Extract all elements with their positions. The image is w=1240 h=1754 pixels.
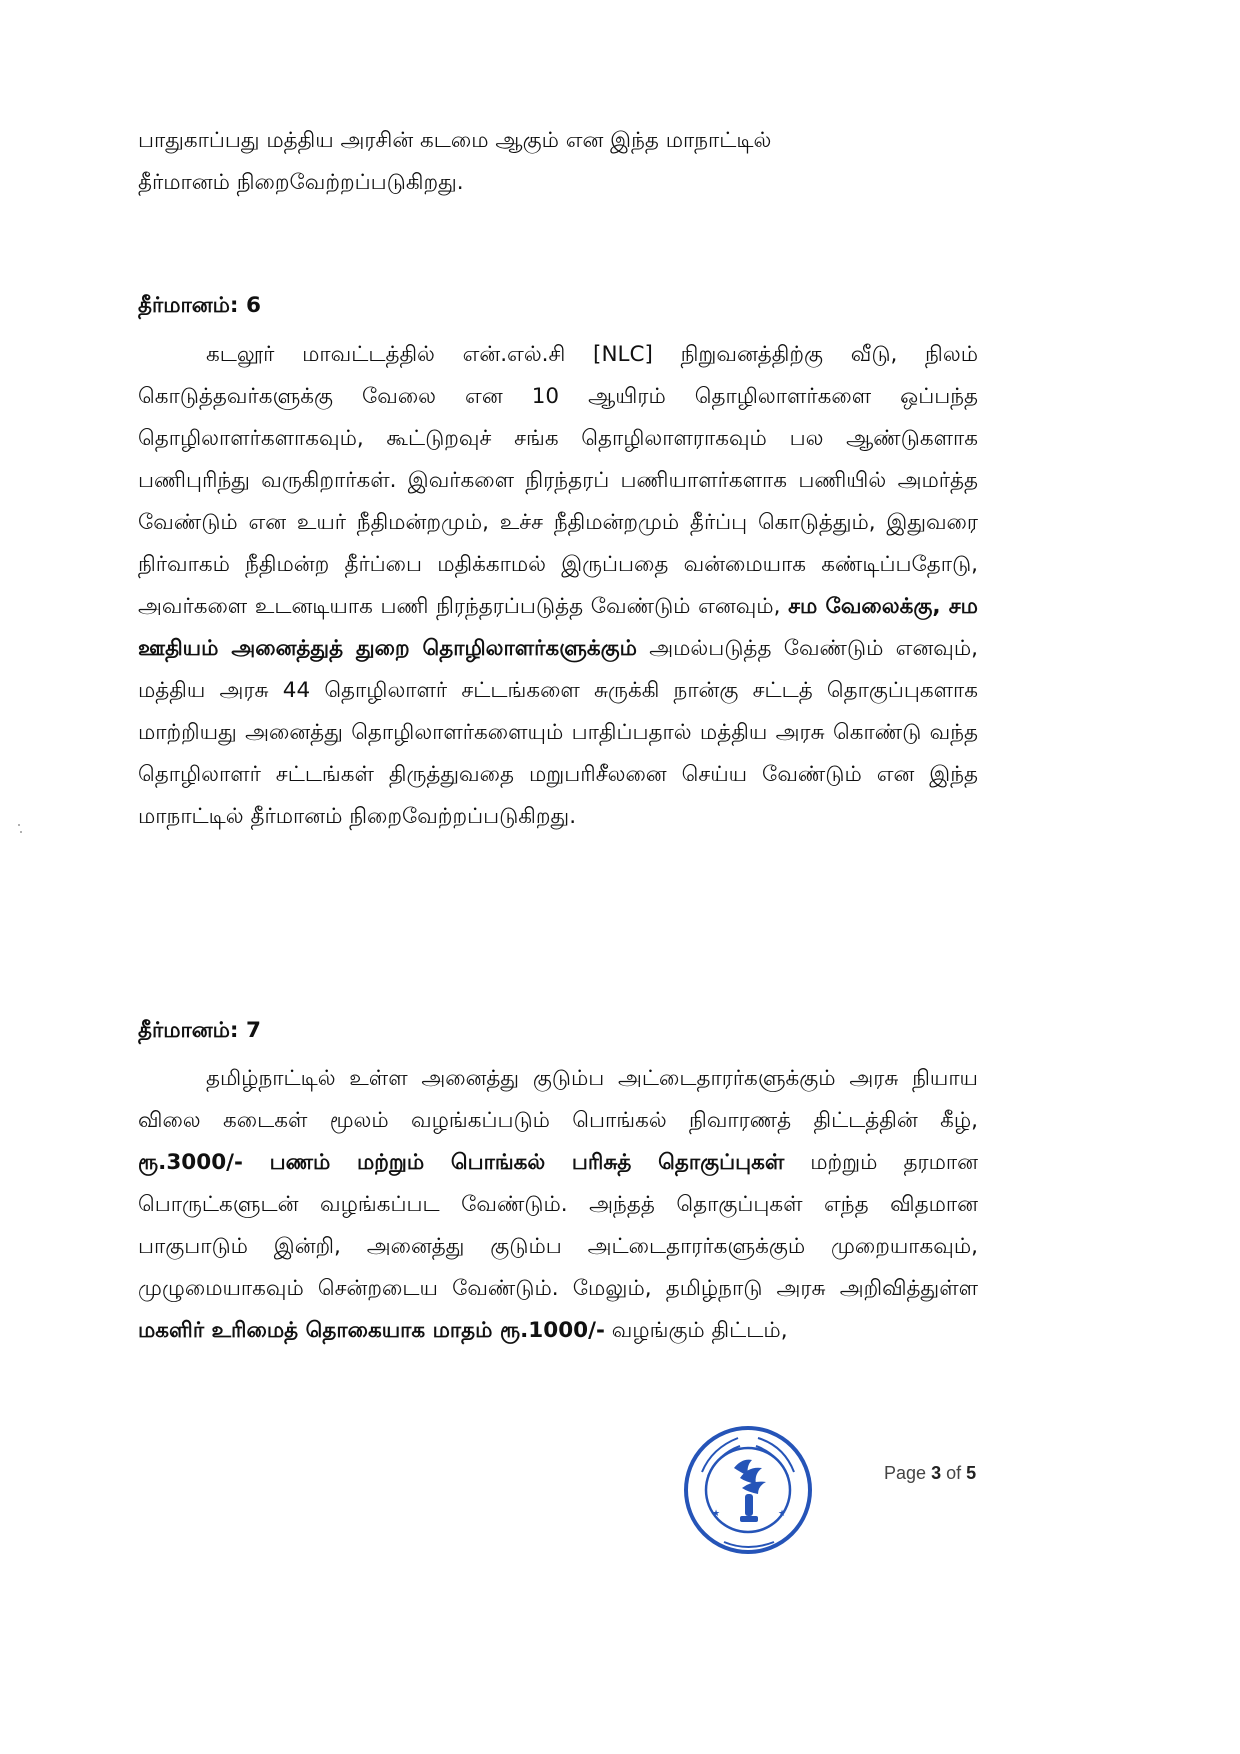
torch-emblem-icon <box>734 1460 766 1522</box>
intro-paragraph <box>138 120 978 204</box>
resolution-7-text-2: மற்றும் தரமான பொருட்களுடன் வழங்கப்பட வேண்டும். அந்தத் தொகுப்புகள் எந்த விதமான பாகுபாடும் இன்றி, அனைத்து குடும்ப அட்டைதாரர்களுக்கும் முறையாகவும், முழுமையாகவும் சென்றடைய வேண்டும். மேலும், தமிழ்நாடு அரசு அறிவித்துள்ள <box>138 1150 978 1301</box>
scan-artifact-marks <box>17 822 23 836</box>
resolution-7-text-3: வழங்கும் திட்டம், <box>611 1318 788 1343</box>
of-word: of <box>946 1463 962 1483</box>
resolution-6-body <box>138 334 978 838</box>
resolution-6-heading: தீர்மானம்: 6 <box>138 293 261 318</box>
intro-line-1: பாதுகாப்பது மத்திய அரசின் கடமை ஆகும் என இந்த மாநாட்டில் <box>138 128 772 153</box>
resolution-6-text-2: அமல்படுத்த வேண்டும் எனவும், மத்திய அரசு 44 தொழிலாளர் சட்டங்களை சுருக்கி நான்கு சட்டத் தொகுப்புகளாக மாற்றியது அனைத்து தொழிலாளர்களையும் பாதிப்பதால் மத்திய அரசு கொண்டு வந்த தொழிலாளர் சட்டங்கள் திருத்துவதை மறுபரிசீலனை செய்ய வேண்டும் என இந்த மாநாட்டில் தீர்மானம் நிறைவேற்றப்படுகிறது. <box>138 636 979 829</box>
seal-star-right: ★ <box>778 1509 787 1519</box>
resolution-7-heading: தீர்மானம்: 7 <box>138 1018 261 1043</box>
resolution-7-text-1: தமிழ்நாட்டில் உள்ள அனைத்து குடும்ப அட்டைதாரர்களுக்கும் அரசு நியாய விலை கடைகள் மூலம் வழங்கப்படும் பொங்கல் நிவாரணத் திட்டத்தின் கீழ், <box>138 1066 978 1133</box>
resolution-6-bold-text: சம வேலைக்கு, சம ஊதியம் அனைத்துத் துறை தொழிலாளர்களுக்கும் <box>138 594 978 661</box>
page-number-footer <box>884 1463 976 1484</box>
resolution-7-bold-text-1: ரூ.3000/- பணம் மற்றும் பொங்கல் பரிசுத் தொகுப்புகள் <box>138 1150 785 1175</box>
resolution-6-text-1: கடலூர் மாவட்டத்தில் என்.எல்.சி [NLC] நிறுவனத்திற்கு வீடு, நிலம் கொடுத்தவர்களுக்கு வேலை என 10 ஆயிரம் தொழிலாளர்களை ஒப்பந்த தொழிலாளர்களாகவும், கூட்டுறவுச் சங்க தொழிலாளராகவும் பல ஆண்டுகளாக பணிபுரிந்து வருகிறார்கள். இவர்களை நிரந்தரப் பணியாளர்களாக பணியில் அமர்த்த வேண்டும் என உயர் நீதிமன்றமும், உச்ச நீதிமன்றமும் தீர்ப்பு கொடுத்தும், இதுவரை நிர்வாகம் நீதிமன்ற தீர்ப்பை மதிக்காமல் இருப்பதை வன்மையாக கண்டிப்பதோடு, அவர்களை உடனடியாக பணி நிரந்தரப்படுத்த வேண்டும் எனவும், <box>138 342 978 619</box>
resolution-7-bold-text-2: மகளிர் உரிமைத் தொகையாக மாதம் ரூ.1000/- <box>138 1318 605 1343</box>
resolution-7-body <box>138 1058 978 1352</box>
current-page-number: 3 <box>931 1463 942 1483</box>
intro-line-2: தீர்மானம் நிறைவேற்றப்படுகிறது. <box>138 170 464 195</box>
page-word: Page <box>884 1463 927 1483</box>
organization-seal-icon <box>682 1424 814 1556</box>
seal-star-left: ★ <box>712 1509 721 1519</box>
seal-lettering-marks <box>702 1438 794 1547</box>
total-page-count: 5 <box>966 1463 977 1483</box>
